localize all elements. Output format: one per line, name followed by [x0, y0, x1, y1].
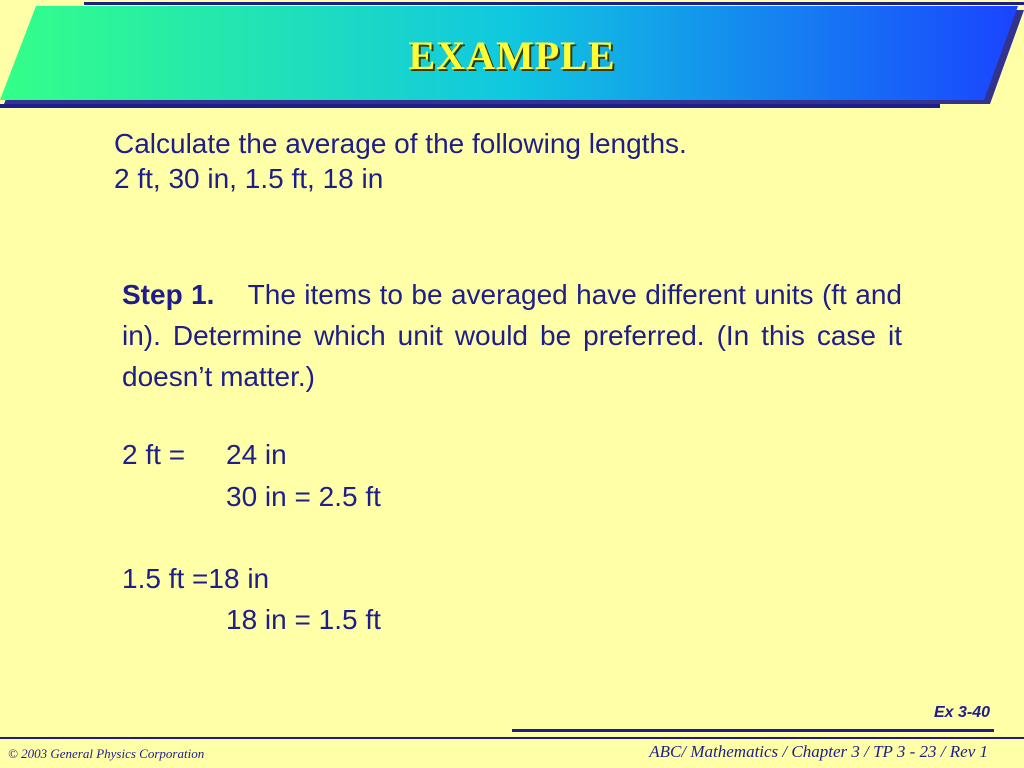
problem-statement [114, 126, 687, 196]
footer-rule-bottom [0, 737, 1024, 739]
conversion-2: 30 in = 2.5 ft [226, 481, 381, 512]
banner-top-rule [84, 2, 1024, 5]
step-1-paragraph [122, 274, 902, 397]
conversion-4: 18 in = 1.5 ft [226, 604, 381, 635]
slide-number: Ex 3-40 [933, 704, 990, 721]
slide-title: EXAMPLE [408, 33, 616, 78]
copyright-text: © 2003 General Physics Corporation [8, 746, 205, 761]
step-1-text: The items to be averaged have different units (ft and in). Determine which unit would be preferred. (In this case it doesn’t matter.) [122, 279, 902, 392]
banner-bottom-rule [0, 104, 940, 108]
conversion-1-left: 2 ft = [122, 439, 186, 470]
conversion-3: 1.5 ft =18 in [122, 563, 270, 594]
conversion-1-right: 24 in [226, 439, 287, 470]
step-1-label: Step 1. [122, 279, 215, 310]
problem-line-2: 2 ft, 30 in, 1.5 ft, 18 in [114, 163, 384, 194]
course-reference: ABC/ Mathematics / Chapter 3 / TP 3 - 23 / Rev 1 [649, 742, 988, 761]
footer-rule-top [512, 729, 994, 732]
problem-line-1: Calculate the average of the following lengths. [114, 128, 687, 159]
